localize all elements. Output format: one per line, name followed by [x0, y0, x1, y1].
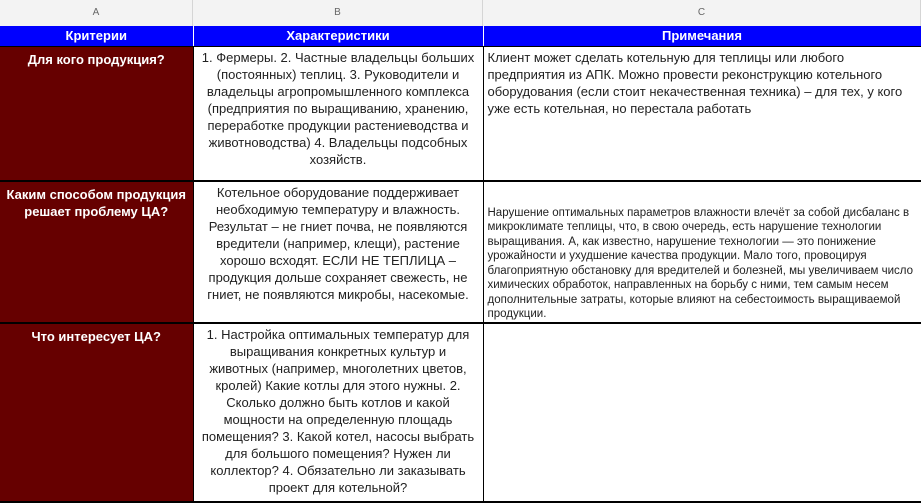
column-letter-bar	[0, 0, 921, 27]
criteria-cell[interactable]: Для кого продукция?	[0, 47, 193, 181]
header-notes[interactable]: Примечания	[483, 26, 921, 47]
characteristics-cell[interactable]: 1. Фермеры. 2. Частные владельцы больших (постоянных) теплиц. 3. Руководители и владельцы агропромышленного комплекса (предприятия по выращиванию, хранению, переработке продукции растениеводства и животноводства) 4. Владельцы подсобных хозяйств.	[193, 47, 483, 181]
table-row	[0, 47, 921, 181]
table-row	[0, 181, 921, 323]
column-letter-b[interactable]: B	[193, 0, 483, 26]
column-letter-a[interactable]: A	[0, 0, 193, 26]
characteristics-cell[interactable]: Котельное оборудование поддерживает необходимую температуру и влажность. Результат – не гниет почва, не появляются вредители (например, клещи), растение хорошо всходят. ЕСЛИ НЕ ТЕПЛИЦА – продукция дольше сохраняет свежесть, не гниет, не появляются микробы, насекомые.	[193, 181, 483, 323]
notes-cell[interactable]: Клиент может сделать котельную для теплицы или любого предприятия из АПК. Можно провести реконструкцию котельного оборудования (если стоит некачественная техника) – для тех, у кого уже есть котельная, но перестала работать	[483, 47, 921, 181]
header-characteristics[interactable]: Характеристики	[193, 26, 483, 47]
table-row	[0, 323, 921, 502]
criteria-cell[interactable]: Что интересует ЦА?	[0, 323, 193, 502]
criteria-cell[interactable]: Каким способом продукция решает проблему ЦА?	[0, 181, 193, 323]
notes-cell[interactable]: Нарушение оптимальных параметров влажности влечёт за собой дисбаланс в микроклимате теплицы, что, в свою очередь, есть нарушение технологии выращивания. А, как известно, нарушение технологии — это понижение урожайности и ухудшение качества продукции. Мало того, провоцируя благоприятную обстановку для вредителей и болезней, мы увеличиваем число химических обработок, направленных на борьбу с ними, тем самым несем дополнительные затраты, которые влияют на себестоимость выращиваемой продукции.	[483, 181, 921, 323]
header-row	[0, 26, 921, 47]
column-letter-c[interactable]: C	[483, 0, 921, 26]
header-criteria[interactable]: Критерии	[0, 26, 193, 47]
notes-cell[interactable]	[483, 323, 921, 502]
spreadsheet-grid	[0, 26, 921, 503]
characteristics-cell[interactable]: 1. Настройка оптимальных температур для выращивания конкретных культур и животных (например, многолетних цветов, кролей) Какие котлы для этого нужны. 2. Сколько должно быть котлов и какой мощности на определенную площадь помещения? 3. Какой котел, насосы выбрать для большого помещения? Нужен ли коллектор? 4. Обязательно ли заказывать проект для котельной?	[193, 323, 483, 502]
